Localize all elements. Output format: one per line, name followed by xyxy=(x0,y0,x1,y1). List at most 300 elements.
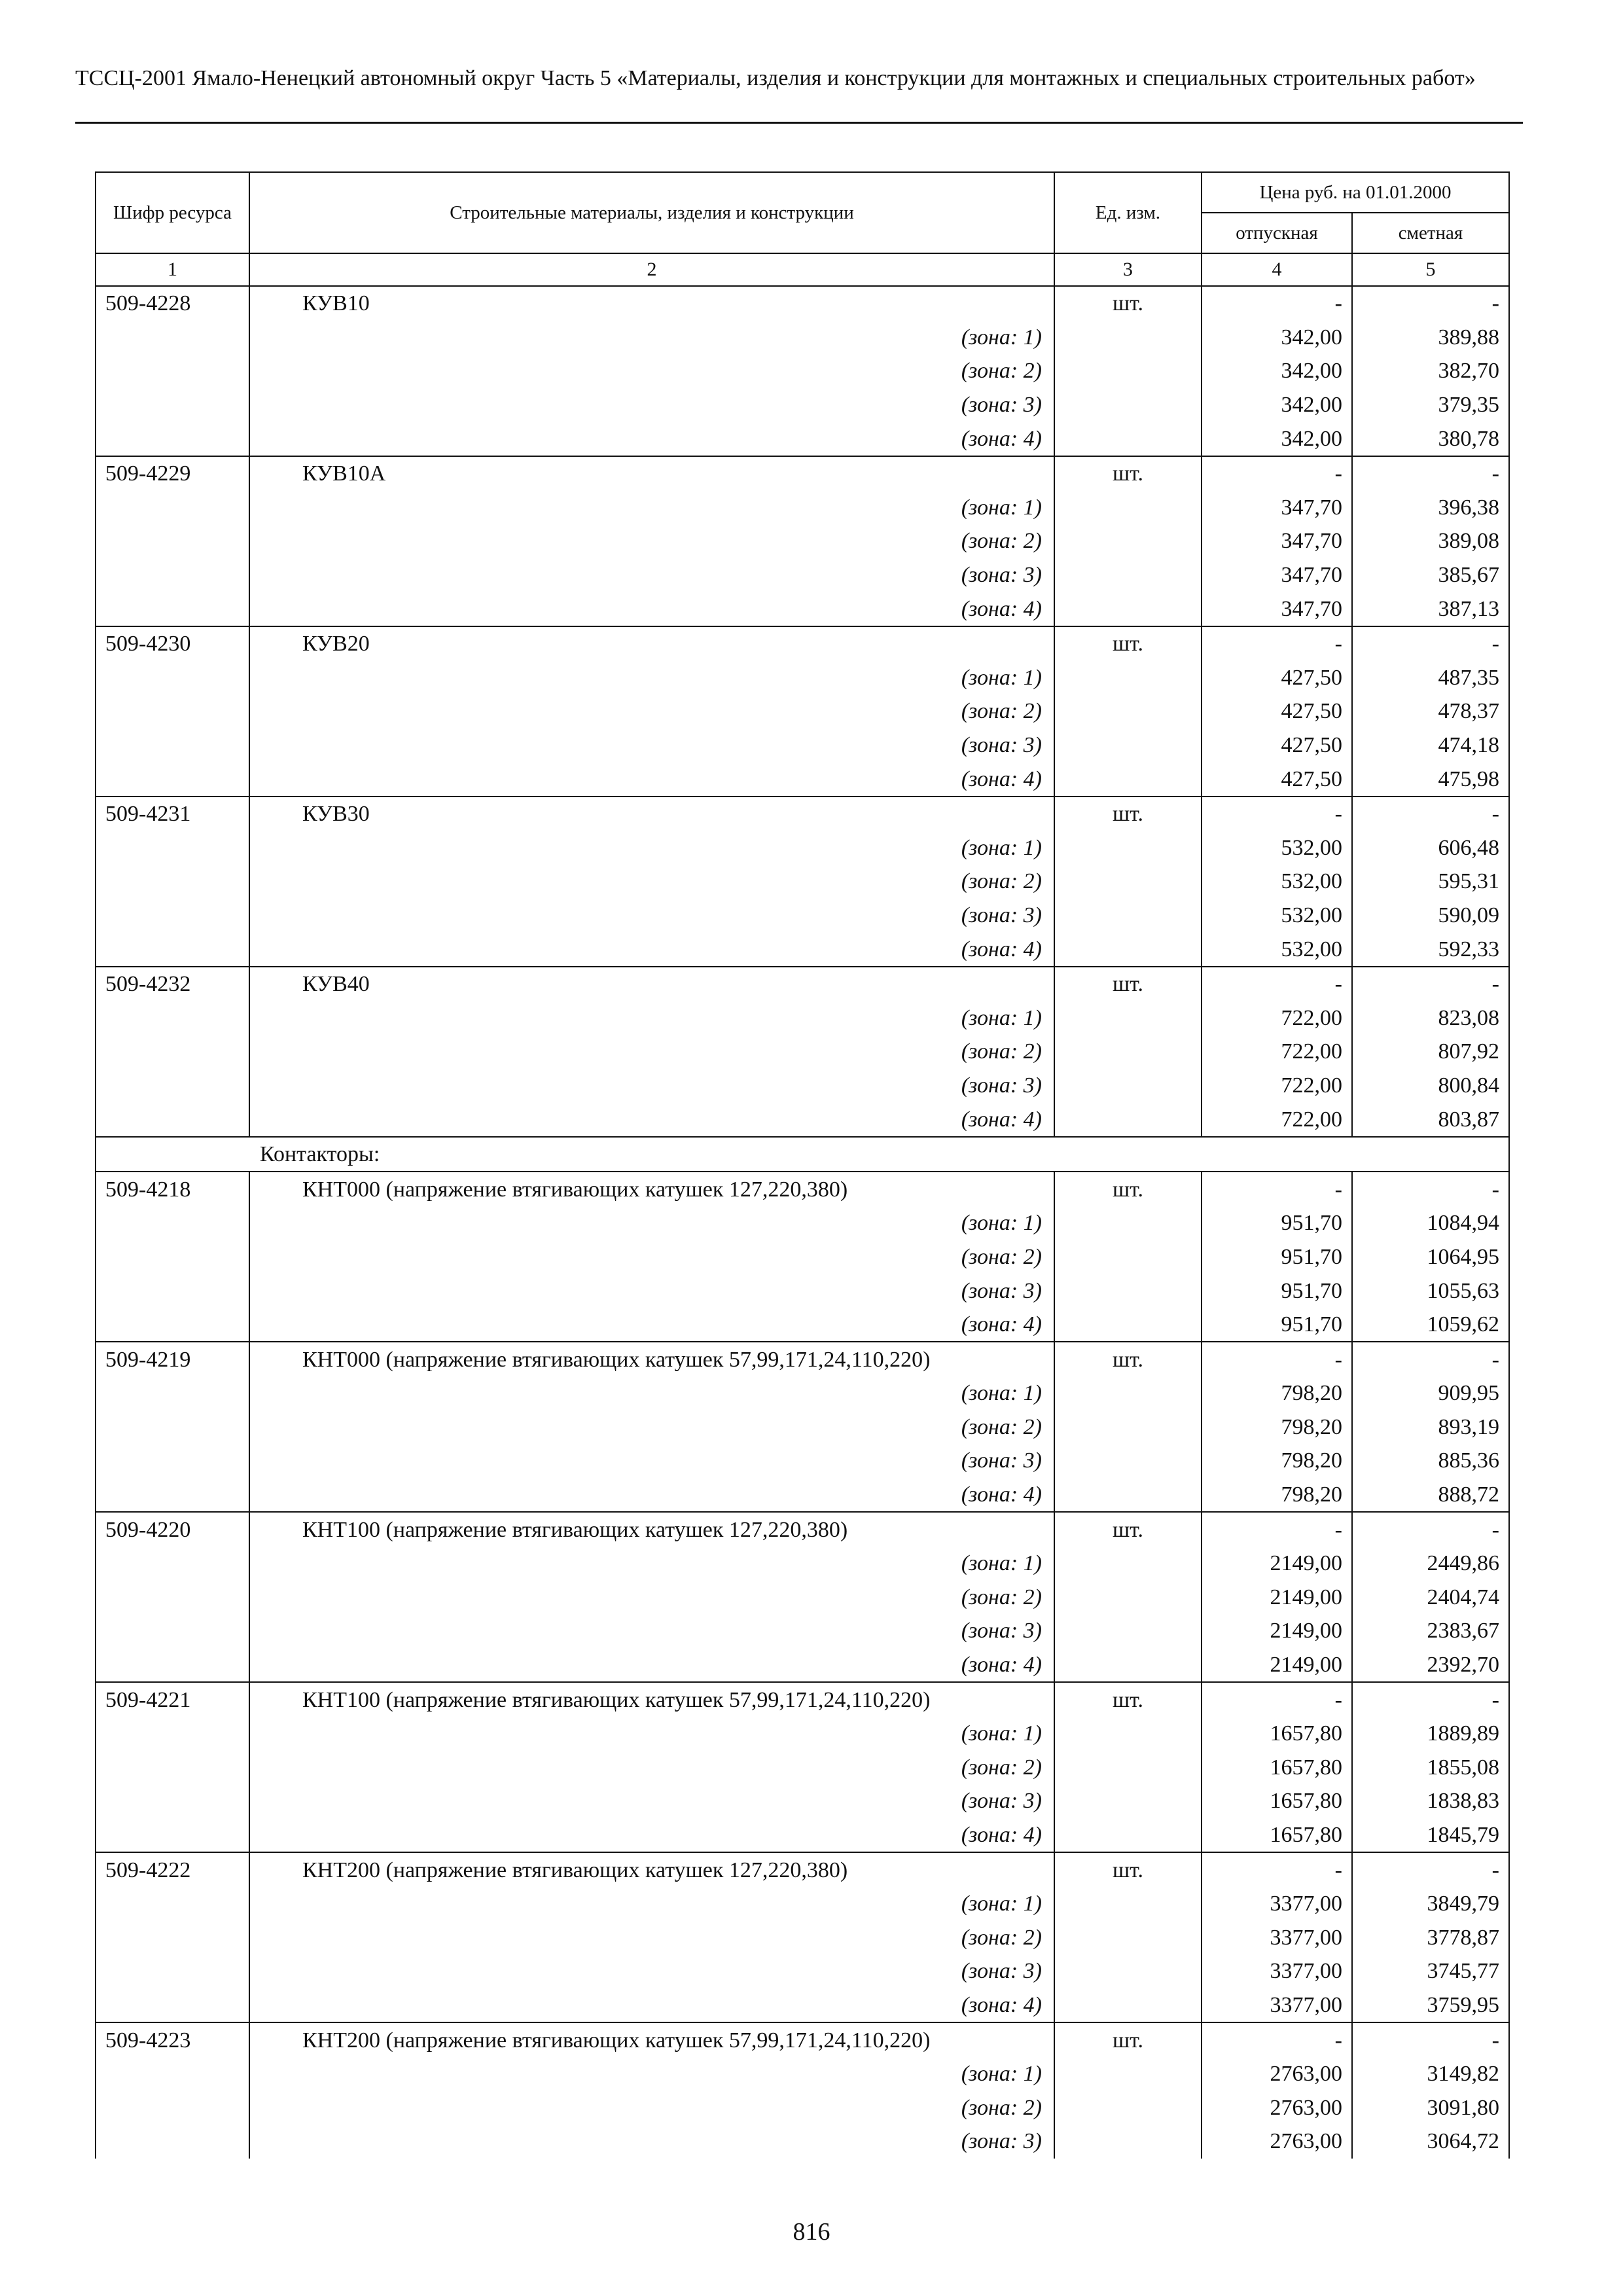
table-head xyxy=(96,172,1509,286)
zone-release-price: 951,70 xyxy=(1202,1308,1352,1342)
zone-release-price: 951,70 xyxy=(1202,1206,1352,1240)
zone-label: (зона: 2) xyxy=(249,1751,1054,1785)
resource-code: 509-4230 xyxy=(96,626,249,661)
zone-estimate-price: 803,87 xyxy=(1352,1102,1509,1137)
unit: шт. xyxy=(1054,1682,1202,1717)
zone-row xyxy=(96,1069,1509,1103)
zone-estimate-price: 475,98 xyxy=(1352,762,1509,797)
item-name: КУВ10 xyxy=(249,286,1054,321)
section-title: Контакторы: xyxy=(96,1137,1509,1172)
zone-label: (зона: 2) xyxy=(249,694,1054,728)
zone-label: (зона: 1) xyxy=(249,2057,1054,2091)
empty-cell xyxy=(96,1308,249,1342)
empty-cell xyxy=(96,491,249,525)
empty-cell xyxy=(96,388,249,422)
empty-cell xyxy=(1054,1410,1202,1444)
empty-cell xyxy=(1054,1444,1202,1478)
zone-estimate-price: 389,08 xyxy=(1352,524,1509,558)
zone-estimate-price: 595,31 xyxy=(1352,865,1509,899)
zone-estimate-price: 3745,77 xyxy=(1352,1954,1509,1988)
zone-row xyxy=(96,1274,1509,1308)
empty-cell xyxy=(96,1444,249,1478)
zone-estimate-price: 382,70 xyxy=(1352,354,1509,388)
zone-estimate-price: 893,19 xyxy=(1352,1410,1509,1444)
zone-estimate-price: 385,67 xyxy=(1352,558,1509,592)
zone-release-price: 722,00 xyxy=(1202,1001,1352,1035)
empty-cell xyxy=(96,1614,249,1648)
column-number: 2 xyxy=(249,253,1054,286)
zone-release-price: 1657,80 xyxy=(1202,1818,1352,1853)
table-row xyxy=(96,456,1509,491)
zone-label: (зона: 1) xyxy=(249,491,1054,525)
zone-label: (зона: 2) xyxy=(249,1035,1054,1069)
empty-cell xyxy=(1054,1102,1202,1137)
estimate-price: - xyxy=(1352,626,1509,661)
estimate-price: - xyxy=(1352,1172,1509,1206)
zone-row xyxy=(96,1444,1509,1478)
zone-estimate-price: 3091,80 xyxy=(1352,2090,1509,2125)
zone-estimate-price: 606,48 xyxy=(1352,831,1509,865)
item-name: КУВ20 xyxy=(249,626,1054,661)
zone-release-price: 798,20 xyxy=(1202,1376,1352,1410)
zone-label: (зона: 2) xyxy=(249,1410,1054,1444)
zone-estimate-price: 396,38 xyxy=(1352,491,1509,525)
empty-cell xyxy=(1054,1274,1202,1308)
item-name: КУВ30 xyxy=(249,797,1054,831)
zone-row xyxy=(96,2090,1509,2125)
empty-cell xyxy=(1054,1069,1202,1103)
zone-label: (зона: 3) xyxy=(249,899,1054,933)
empty-cell xyxy=(1054,592,1202,626)
zone-row xyxy=(96,1240,1509,1274)
zone-label: (зона: 3) xyxy=(249,1954,1054,1988)
zone-estimate-price: 389,88 xyxy=(1352,321,1509,355)
unit: шт. xyxy=(1054,1172,1202,1206)
empty-cell xyxy=(1054,899,1202,933)
resource-code: 509-4219 xyxy=(96,1342,249,1376)
zone-row xyxy=(96,388,1509,422)
empty-cell xyxy=(1054,2057,1202,2091)
zone-label: (зона: 4) xyxy=(249,1308,1054,1342)
zone-label: (зона: 1) xyxy=(249,1206,1054,1240)
table-row xyxy=(96,967,1509,1001)
zone-estimate-price: 2383,67 xyxy=(1352,1614,1509,1648)
section-row xyxy=(96,1137,1509,1172)
header-rule xyxy=(75,122,1523,124)
estimate-price: - xyxy=(1352,456,1509,491)
empty-cell xyxy=(96,592,249,626)
estimate-price: - xyxy=(1352,1852,1509,1887)
header-price-group: Цена руб. на 01.01.2000 xyxy=(1202,172,1509,213)
resource-code: 509-4231 xyxy=(96,797,249,831)
estimate-price: - xyxy=(1352,967,1509,1001)
empty-cell xyxy=(96,865,249,899)
empty-cell xyxy=(96,1001,249,1035)
zone-release-price: 427,50 xyxy=(1202,762,1352,797)
empty-cell xyxy=(1054,321,1202,355)
empty-cell xyxy=(96,831,249,865)
estimate-price: - xyxy=(1352,286,1509,321)
zone-label: (зона: 1) xyxy=(249,321,1054,355)
zone-row xyxy=(96,865,1509,899)
zone-row xyxy=(96,1921,1509,1955)
empty-cell xyxy=(96,2125,249,2159)
zone-release-price: 427,50 xyxy=(1202,694,1352,728)
zone-label: (зона: 3) xyxy=(249,388,1054,422)
zone-estimate-price: 800,84 xyxy=(1352,1069,1509,1103)
empty-cell xyxy=(96,2057,249,2091)
zone-release-price: 532,00 xyxy=(1202,831,1352,865)
zone-label: (зона: 4) xyxy=(249,1818,1054,1853)
empty-cell xyxy=(1054,1648,1202,1683)
empty-cell xyxy=(96,354,249,388)
zone-row xyxy=(96,491,1509,525)
empty-cell xyxy=(96,899,249,933)
zone-estimate-price: 590,09 xyxy=(1352,899,1509,933)
zone-label: (зона: 4) xyxy=(249,1648,1054,1683)
empty-cell xyxy=(1054,2125,1202,2159)
zone-release-price: 342,00 xyxy=(1202,354,1352,388)
item-name: КНТ000 (напряжение втягивающих катушек 127,220,380) xyxy=(249,1172,1054,1206)
empty-cell xyxy=(96,661,249,695)
estimate-price: - xyxy=(1352,2022,1509,2057)
zone-estimate-price: 1055,63 xyxy=(1352,1274,1509,1308)
zone-release-price: 798,20 xyxy=(1202,1444,1352,1478)
zone-estimate-price: 3149,82 xyxy=(1352,2057,1509,2091)
zone-label: (зона: 3) xyxy=(249,1614,1054,1648)
empty-cell xyxy=(1054,422,1202,456)
zone-release-price: 1657,80 xyxy=(1202,1751,1352,1785)
zone-row xyxy=(96,2057,1509,2091)
resource-code: 509-4222 xyxy=(96,1852,249,1887)
empty-cell xyxy=(1054,1376,1202,1410)
empty-cell xyxy=(1054,1240,1202,1274)
zone-row xyxy=(96,524,1509,558)
unit: шт. xyxy=(1054,1852,1202,1887)
zone-release-price: 2149,00 xyxy=(1202,1581,1352,1615)
zone-release-price: 951,70 xyxy=(1202,1240,1352,1274)
item-name: КНТ200 (напряжение втягивающих катушек 127,220,380) xyxy=(249,1852,1054,1887)
zone-label: (зона: 4) xyxy=(249,932,1054,967)
empty-cell xyxy=(1054,1921,1202,1955)
empty-cell xyxy=(96,1921,249,1955)
empty-cell xyxy=(96,558,249,592)
empty-cell xyxy=(96,694,249,728)
zone-estimate-price: 3849,79 xyxy=(1352,1887,1509,1921)
zone-row xyxy=(96,762,1509,797)
zone-label: (зона: 3) xyxy=(249,1784,1054,1818)
zone-label: (зона: 3) xyxy=(249,558,1054,592)
release-price: - xyxy=(1202,456,1352,491)
empty-cell xyxy=(1054,865,1202,899)
empty-cell xyxy=(96,1954,249,1988)
column-number: 1 xyxy=(96,253,249,286)
empty-cell xyxy=(1054,728,1202,762)
table-body xyxy=(96,286,1509,2159)
empty-cell xyxy=(96,1887,249,1921)
zone-row xyxy=(96,661,1509,695)
resource-code: 509-4228 xyxy=(96,286,249,321)
zone-label: (зона: 1) xyxy=(249,831,1054,865)
zone-label: (зона: 2) xyxy=(249,2090,1054,2125)
zone-row xyxy=(96,1717,1509,1751)
zone-label: (зона: 4) xyxy=(249,1988,1054,2023)
zone-release-price: 347,70 xyxy=(1202,491,1352,525)
zone-estimate-price: 885,36 xyxy=(1352,1444,1509,1478)
zone-row xyxy=(96,321,1509,355)
empty-cell xyxy=(96,1784,249,1818)
empty-cell xyxy=(96,524,249,558)
empty-cell xyxy=(1054,558,1202,592)
item-name: КУВ40 xyxy=(249,967,1054,1001)
zone-row xyxy=(96,1751,1509,1785)
page-number: 816 xyxy=(793,2218,830,2246)
empty-cell xyxy=(96,1818,249,1853)
zone-label: (зона: 4) xyxy=(249,1102,1054,1137)
zone-release-price: 347,70 xyxy=(1202,592,1352,626)
empty-cell xyxy=(1054,1478,1202,1513)
release-price: - xyxy=(1202,286,1352,321)
table-row xyxy=(96,797,1509,831)
zone-estimate-price: 380,78 xyxy=(1352,422,1509,456)
zone-estimate-price: 387,13 xyxy=(1352,592,1509,626)
empty-cell xyxy=(1054,1887,1202,1921)
zone-estimate-price: 478,37 xyxy=(1352,694,1509,728)
zone-estimate-price: 2392,70 xyxy=(1352,1648,1509,1683)
zone-row xyxy=(96,1887,1509,1921)
empty-cell xyxy=(1054,1035,1202,1069)
zone-label: (зона: 3) xyxy=(249,1444,1054,1478)
column-number: 3 xyxy=(1054,253,1202,286)
empty-cell xyxy=(96,1069,249,1103)
zone-estimate-price: 1084,94 xyxy=(1352,1206,1509,1240)
zone-release-price: 2763,00 xyxy=(1202,2125,1352,2159)
empty-cell xyxy=(1054,661,1202,695)
zone-row xyxy=(96,1954,1509,1988)
unit: шт. xyxy=(1054,1342,1202,1376)
zone-label: (зона: 3) xyxy=(249,728,1054,762)
zone-release-price: 3377,00 xyxy=(1202,1954,1352,1988)
zone-row xyxy=(96,558,1509,592)
zone-row xyxy=(96,1035,1509,1069)
table-row xyxy=(96,626,1509,661)
zone-release-price: 342,00 xyxy=(1202,422,1352,456)
empty-cell xyxy=(1054,491,1202,525)
zone-estimate-price: 2449,86 xyxy=(1352,1547,1509,1581)
zone-release-price: 3377,00 xyxy=(1202,1921,1352,1955)
header-title: ТССЦ-2001 Ямало-Ненецкий автономный округ Часть 5 «Материалы, изделия и конструкции для монтажных и специальных строительных работ» xyxy=(75,66,1476,90)
zone-estimate-price: 807,92 xyxy=(1352,1035,1509,1069)
zone-row xyxy=(96,932,1509,967)
zone-row xyxy=(96,1478,1509,1513)
empty-cell xyxy=(96,1581,249,1615)
zone-row xyxy=(96,899,1509,933)
empty-cell xyxy=(1054,1581,1202,1615)
release-price: - xyxy=(1202,1172,1352,1206)
zone-release-price: 798,20 xyxy=(1202,1478,1352,1513)
empty-cell xyxy=(96,1988,249,2023)
zone-estimate-price: 1059,62 xyxy=(1352,1308,1509,1342)
zone-release-price: 2149,00 xyxy=(1202,1614,1352,1648)
empty-cell xyxy=(96,762,249,797)
zone-label: (зона: 1) xyxy=(249,1376,1054,1410)
unit: шт. xyxy=(1054,797,1202,831)
zone-label: (зона: 1) xyxy=(249,1717,1054,1751)
zone-estimate-price: 487,35 xyxy=(1352,661,1509,695)
estimate-price: - xyxy=(1352,1512,1509,1547)
estimate-price: - xyxy=(1352,797,1509,831)
zone-release-price: 2763,00 xyxy=(1202,2090,1352,2125)
empty-cell xyxy=(1054,1547,1202,1581)
document-header xyxy=(75,65,1522,92)
zone-release-price: 532,00 xyxy=(1202,865,1352,899)
zone-label: (зона: 4) xyxy=(249,592,1054,626)
empty-cell xyxy=(96,1206,249,1240)
empty-cell xyxy=(1054,388,1202,422)
zone-estimate-price: 2404,74 xyxy=(1352,1581,1509,1615)
zone-row xyxy=(96,1376,1509,1410)
empty-cell xyxy=(96,728,249,762)
zone-label: (зона: 1) xyxy=(249,1547,1054,1581)
unit: шт. xyxy=(1054,967,1202,1001)
zone-release-price: 951,70 xyxy=(1202,1274,1352,1308)
zone-label: (зона: 3) xyxy=(249,1274,1054,1308)
zone-label: (зона: 1) xyxy=(249,661,1054,695)
zone-estimate-price: 474,18 xyxy=(1352,728,1509,762)
empty-cell xyxy=(96,1410,249,1444)
empty-cell xyxy=(96,1648,249,1683)
zone-estimate-price: 592,33 xyxy=(1352,932,1509,967)
resource-code: 509-4223 xyxy=(96,2022,249,2057)
zone-estimate-price: 379,35 xyxy=(1352,388,1509,422)
empty-cell xyxy=(1054,1308,1202,1342)
empty-cell xyxy=(1054,694,1202,728)
zone-estimate-price: 3064,72 xyxy=(1352,2125,1509,2159)
zone-release-price: 347,70 xyxy=(1202,524,1352,558)
empty-cell xyxy=(96,1717,249,1751)
empty-cell xyxy=(96,1547,249,1581)
release-price: - xyxy=(1202,1512,1352,1547)
zone-estimate-price: 1845,79 xyxy=(1352,1818,1509,1853)
empty-cell xyxy=(1054,1751,1202,1785)
unit: шт. xyxy=(1054,2022,1202,2057)
table-row xyxy=(96,2022,1509,2057)
zone-release-price: 798,20 xyxy=(1202,1410,1352,1444)
zone-estimate-price: 823,08 xyxy=(1352,1001,1509,1035)
zone-label: (зона: 2) xyxy=(249,1240,1054,1274)
zone-row xyxy=(96,1648,1509,1683)
zone-release-price: 722,00 xyxy=(1202,1102,1352,1137)
column-number: 5 xyxy=(1352,253,1509,286)
zone-row xyxy=(96,354,1509,388)
zone-release-price: 722,00 xyxy=(1202,1069,1352,1103)
zone-label: (зона: 1) xyxy=(249,1001,1054,1035)
zone-label: (зона: 4) xyxy=(249,1478,1054,1513)
zone-estimate-price: 3759,95 xyxy=(1352,1988,1509,2023)
empty-cell xyxy=(96,1478,249,1513)
resource-code: 509-4232 xyxy=(96,967,249,1001)
zone-label: (зона: 2) xyxy=(249,865,1054,899)
resource-code: 509-4220 xyxy=(96,1512,249,1547)
release-price: - xyxy=(1202,967,1352,1001)
zone-label: (зона: 1) xyxy=(249,1887,1054,1921)
zone-estimate-price: 888,72 xyxy=(1352,1478,1509,1513)
estimate-price: - xyxy=(1352,1342,1509,1376)
zone-estimate-price: 909,95 xyxy=(1352,1376,1509,1410)
empty-cell xyxy=(96,1102,249,1137)
zone-release-price: 1657,80 xyxy=(1202,1784,1352,1818)
zone-row xyxy=(96,1308,1509,1342)
empty-cell xyxy=(96,932,249,967)
item-name: КНТ100 (напряжение втягивающих катушек 57,99,171,24,110,220) xyxy=(249,1682,1054,1717)
zone-row xyxy=(96,1547,1509,1581)
zone-estimate-price: 3778,87 xyxy=(1352,1921,1509,1955)
unit: шт. xyxy=(1054,1512,1202,1547)
zone-row xyxy=(96,1206,1509,1240)
header-name: Строительные материалы, изделия и конструкции xyxy=(249,172,1054,253)
empty-cell xyxy=(1054,354,1202,388)
unit: шт. xyxy=(1054,456,1202,491)
zone-estimate-price: 1064,95 xyxy=(1352,1240,1509,1274)
zone-row xyxy=(96,2125,1509,2159)
table-row xyxy=(96,1342,1509,1376)
zone-row xyxy=(96,422,1509,456)
release-price: - xyxy=(1202,1342,1352,1376)
table-row xyxy=(96,1852,1509,1887)
item-name: КНТ000 (напряжение втягивающих катушек 57,99,171,24,110,220) xyxy=(249,1342,1054,1376)
zone-release-price: 2149,00 xyxy=(1202,1648,1352,1683)
empty-cell xyxy=(96,1751,249,1785)
zone-label: (зона: 4) xyxy=(249,762,1054,797)
zone-label: (зона: 2) xyxy=(249,524,1054,558)
empty-cell xyxy=(96,1035,249,1069)
empty-cell xyxy=(1054,932,1202,967)
item-name: КНТ200 (напряжение втягивающих катушек 57,99,171,24,110,220) xyxy=(249,2022,1054,2057)
zone-release-price: 2763,00 xyxy=(1202,2057,1352,2091)
empty-cell xyxy=(1054,1717,1202,1751)
zone-row xyxy=(96,1001,1509,1035)
empty-cell xyxy=(96,1274,249,1308)
zone-row xyxy=(96,1102,1509,1137)
zone-row xyxy=(96,1614,1509,1648)
estimate-price: - xyxy=(1352,1682,1509,1717)
table-row xyxy=(96,1172,1509,1206)
empty-cell xyxy=(96,1376,249,1410)
zone-release-price: 2149,00 xyxy=(1202,1547,1352,1581)
zone-release-price: 342,00 xyxy=(1202,388,1352,422)
zone-row xyxy=(96,1410,1509,1444)
zone-release-price: 347,70 xyxy=(1202,558,1352,592)
item-name: КУВ10А xyxy=(249,456,1054,491)
zone-row xyxy=(96,831,1509,865)
table-row xyxy=(96,1682,1509,1717)
empty-cell xyxy=(96,1240,249,1274)
zone-estimate-price: 1889,89 xyxy=(1352,1717,1509,1751)
empty-cell xyxy=(1054,762,1202,797)
empty-cell xyxy=(1054,1954,1202,1988)
zone-row xyxy=(96,728,1509,762)
zone-estimate-price: 1838,83 xyxy=(1352,1784,1509,1818)
empty-cell xyxy=(1054,1988,1202,2023)
empty-cell xyxy=(1054,1818,1202,1853)
header-release: отпускная xyxy=(1202,213,1352,253)
unit: шт. xyxy=(1054,286,1202,321)
empty-cell xyxy=(1054,831,1202,865)
zone-label: (зона: 2) xyxy=(249,1581,1054,1615)
zone-release-price: 532,00 xyxy=(1202,932,1352,967)
empty-cell xyxy=(1054,2090,1202,2125)
zone-release-price: 532,00 xyxy=(1202,899,1352,933)
